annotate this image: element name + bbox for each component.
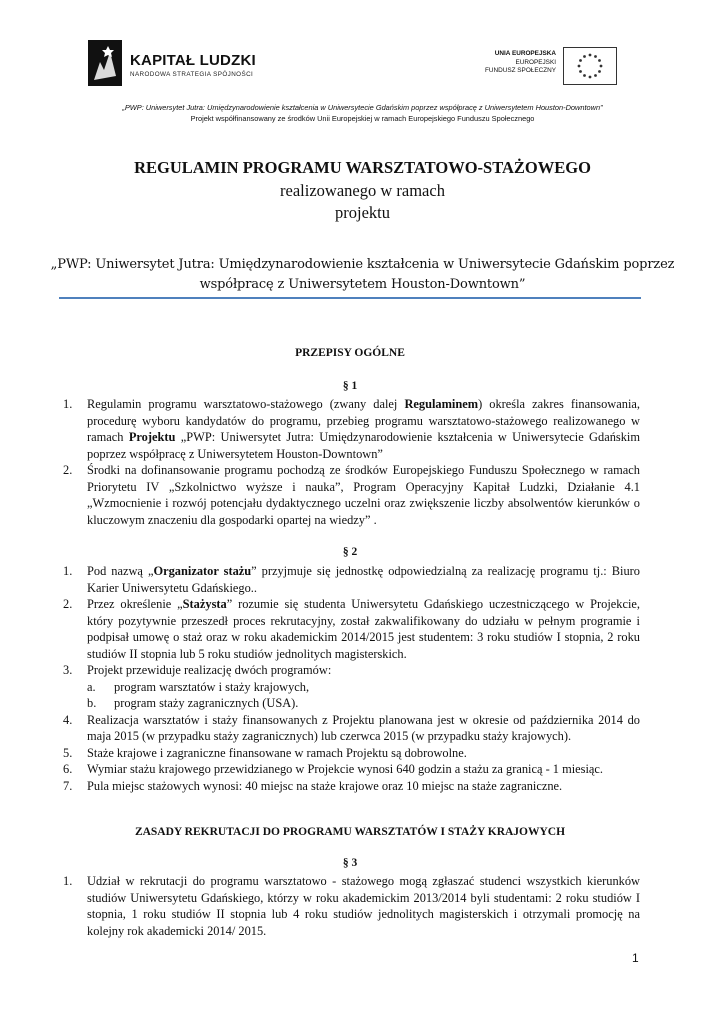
- section-heading-general: PRZEPISY OGÓLNE: [295, 347, 405, 359]
- paragraph-2-list: [60, 563, 640, 794]
- eu-line-1: UNIA EUROPEJSKA: [494, 50, 556, 57]
- paragraph-1-label: § 1: [342, 380, 358, 392]
- eu-flag-icon: [563, 47, 617, 85]
- kapital-ludzki-title: KAPITAŁ LUDZKI: [130, 52, 256, 69]
- kapital-ludzki-emblem: [88, 40, 122, 86]
- list-item: 1. Udział w rekrutacji do programu warsztatowo - stażowego mogą zgłaszać studenci wszystkich kierunków studiów Uniwersytetu Gdańskiego, którzy w roku akademickim 2013/2014 byli studentami: 2 roku studiów I stopnia, 1 roku studiów II stopnia lub 4 roku studiów jednolitych magisterskich i otrzymali promocję na kolejny rok akademicki 2014/ 2015.: [63, 874, 640, 938]
- list-item: 6. Wymiar stażu krajowego przewidzianego w Projekcie wynosi 640 godzin a stażu za granicą - 1 miesiąc.: [63, 762, 604, 776]
- eu-line-3: FUNDUSZ SPOŁECZNY: [484, 67, 556, 74]
- title-divider: [59, 297, 641, 299]
- eu-text-block: [470, 50, 556, 76]
- paragraph-3-list: [60, 873, 640, 939]
- list-item: 5. Staże krajowe i zagraniczne finansowane w ramach Projektu są dobrowolne.: [63, 745, 467, 760]
- eu-line-2: EUROPEJSKI: [515, 58, 556, 66]
- paragraph-1-list: [60, 396, 640, 528]
- list-item: a. program warsztatów i staży krajowych,: [87, 679, 310, 694]
- document-title: REGULAMIN PROGRAMU WARSZTATOWO-STAŻOWEGO: [134, 158, 591, 177]
- list-item: 7. Pula miejsc stażowych wynosi: 40 miejsc na staże krajowe oraz 10 miejsc na staże zagraniczne.: [63, 778, 563, 793]
- list-item: 4. Realizacja warsztatów i staży finansowanych z Projektu planowana jest w okresie od października 2014 do maja 2015 (w przypadku staży zagranicznych) lub czerwca 2015 (w przypadku staży krajowych).: [63, 712, 640, 743]
- list-item: 1. Pod nazwą „Organizator stażu” przyjmuje się jednostkę odpowiedzialną za realizację programu tj.: Biuro Karier Uniwersytetu Gdańskiego..: [63, 564, 640, 595]
- paragraph-2-label: § 2: [342, 546, 358, 558]
- header-cofinanced: Projekt współfinansowany ze środków Unii Europejskiej w ramach Europejskiego Funduszu Społecznego: [190, 114, 535, 123]
- list-item: 1. Regulamin programu warsztatowo-stażowego (zwany dalej Regulaminem) określa zakres finansowania, procedurę wyboru kandydatów do programu, przebieg programu warsztatowo-stażowego realizowanego w ramach Projektu „PWP: Uniwersytet Jutra: Umiędzynarodowienie kształcenia w Uniwersytecie Gdańskim poprzez współpracę z Uniwersytetem Houston-Downtown”: [63, 397, 640, 461]
- list-item: 2. Przez określenie „Stażysta” rozumie się studenta Uniwersytetu Gdańskiego uczestniczącego w Projekcie, który pozytywnie przeszedł proces rekrutacyjny, został zakwalifikowany do udziału w pełnym programie i podpisał umowę o staż oraz w roku akademickim 2014/2015 jest studentem: 3 roku studiów I stopnia, 2 roku studiów II stopnia lub 5 roku studiów jednolitych magisterskich.: [63, 597, 640, 661]
- document-subtitle-2: projektu: [335, 203, 390, 222]
- header-project-name: „PWP: Uniwersytet Jutra: Umiędzynarodowienie kształcenia w Uniwersytecie Gdańskim poprzez współpracę z Uniwersytetem Houston-Downtown”: [122, 103, 603, 112]
- kapital-ludzki-subtitle: NARODOWA STRATEGIA SPÓJNOŚCI: [130, 71, 254, 78]
- project-title: „PWP: Uniwersytet Jutra: Umiędzynarodowienie kształcenia w Uniwersytecie Gdańskim poprzez współpracę z Uniwersytetem Houston-Downtown”: [50, 257, 675, 292]
- paragraph-2-sublist: [87, 679, 640, 712]
- document-subtitle-1: realizowanego w ramach: [280, 181, 445, 200]
- section-heading-recruitment: ZASADY REKRUTACJI DO PROGRAMU WARSZTATÓW I STAŻY KRAJOWYCH: [134, 826, 566, 838]
- kapital-ludzki-logo: [88, 40, 268, 88]
- list-item: b. program staży zagranicznych (USA).: [87, 696, 299, 710]
- page-number: 1: [632, 951, 639, 965]
- list-item: 2. Środki na dofinansowanie programu pochodzą ze środków Europejskiego Funduszu Społecznego w ramach Priorytetu IV „Szkolnictwo wyższe i nauka”, Program Operacyjny Kapitał Ludzki, Działanie 4.1 „Wzmocnienie i rozwój potencjału dydaktycznego uczelni oraz zwiększenie liczby absolwentów kierunków o kluczowym znaczeniu dla gospodarki opartej na wiedzy” .: [63, 463, 640, 527]
- paragraph-3-label: § 3: [342, 857, 358, 869]
- list-item: 3. Projekt przewiduje realizację dwóch programów: a. program warsztatów i staży krajowych, b. program staży zagranicznych (USA).: [60, 662, 640, 712]
